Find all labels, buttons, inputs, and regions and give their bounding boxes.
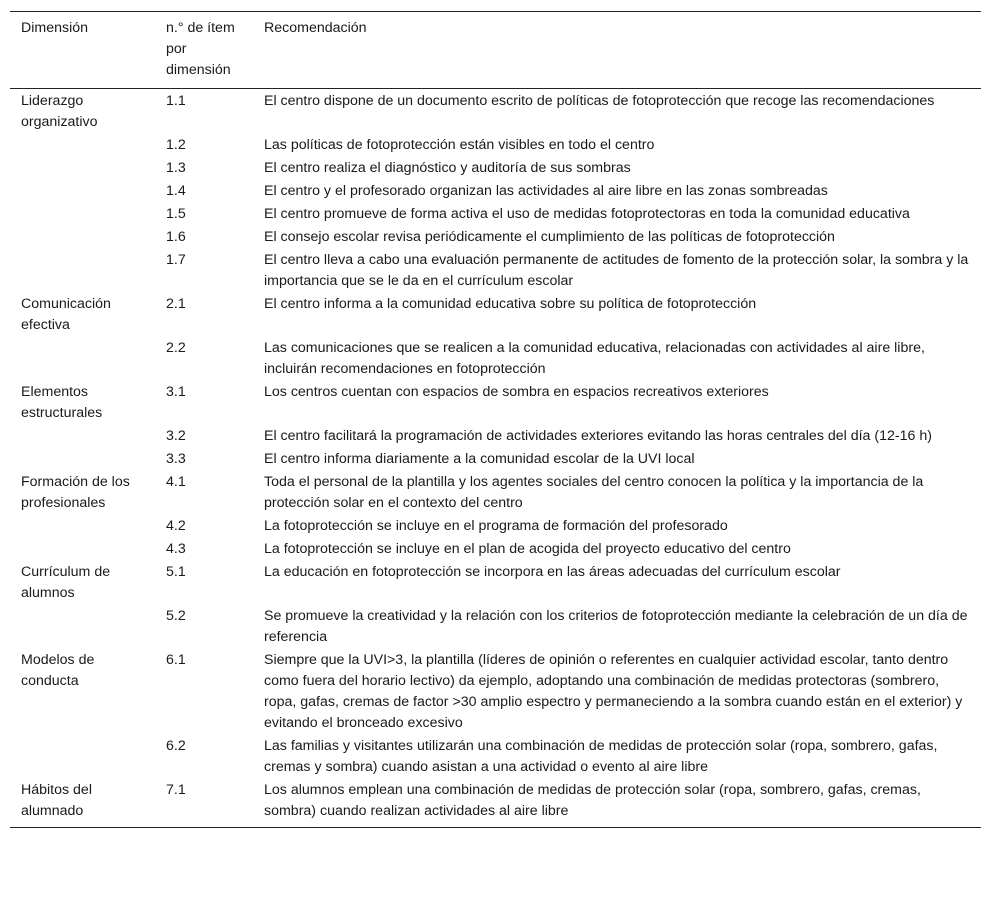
header-recommendation: Recomendación	[264, 20, 367, 36]
dimension-cell: Comunicación efectiva	[21, 296, 111, 333]
recommendation-cell: Se promueve la creatividad y la relación con los criterios de fotoprotección mediante la celebración de un día de referencia	[264, 608, 968, 645]
dimension-cell	[10, 203, 155, 226]
recommendation-cell: El centro lleva a cabo una evaluación permanente de actitudes de fomento de la protección solar, la sombra y la importancia que se le da en el currículum escolar	[264, 252, 969, 289]
item-number-cell: 3.2	[166, 428, 186, 444]
recommendation-cell: El consejo escolar revisa periódicamente el cumplimiento de las políticas de fotoprotección	[264, 229, 835, 245]
table-row	[10, 249, 981, 293]
dimension-cell: Modelos de conducta	[21, 652, 95, 689]
recommendation-cell: El centro y el profesorado organizan las actividades al aire libre en las zonas sombreadas	[264, 183, 828, 199]
table-row	[10, 538, 981, 561]
recommendation-cell: El centro informa diariamente a la comunidad escolar de la UVI local	[264, 451, 695, 467]
item-number-cell: 1.4	[166, 183, 186, 199]
dimension-cell	[10, 448, 155, 471]
recommendations-table	[10, 11, 981, 828]
dimension-cell	[10, 538, 155, 561]
dimension-cell: Currículum de alumnos	[21, 564, 111, 601]
recommendation-cell: El centro facilitará la programación de actividades exteriores evitando las horas centrales del día (12-16 h)	[264, 428, 932, 444]
table-row	[10, 337, 981, 381]
dimension-cell	[10, 134, 155, 157]
recommendation-cell: Las comunicaciones que se realicen a la comunidad educativa, relacionadas con actividades al aire libre, incluirán recomendaciones en fotoprotección	[264, 340, 925, 377]
table-header	[10, 12, 981, 89]
table-row	[10, 226, 981, 249]
item-number-cell: 2.2	[166, 340, 186, 356]
recommendations-table-container	[10, 11, 981, 828]
item-number-cell: 1.6	[166, 229, 186, 245]
table-row	[10, 649, 981, 735]
table-row	[10, 293, 981, 337]
recommendation-cell: Las familias y visitantes utilizarán una combinación de medidas de protección solar (ropa, sombrero, gafas, cremas y sombra) cuando asistan a una actividad o evento al aire libre	[264, 738, 938, 775]
item-number-cell: 3.3	[166, 451, 186, 467]
item-number-cell: 4.3	[166, 541, 186, 557]
item-number-cell: 7.1	[166, 782, 186, 798]
dimension-cell: Liderazgo organizativo	[21, 93, 98, 130]
recommendation-cell: Los centros cuentan con espacios de sombra en espacios recreativos exteriores	[264, 384, 769, 400]
item-number-cell: 5.1	[166, 564, 186, 580]
table-row	[10, 605, 981, 649]
recommendation-cell: La educación en fotoprotección se incorpora en las áreas adecuadas del currículum escolar	[264, 564, 841, 580]
item-number-cell: 4.1	[166, 474, 186, 490]
table-row	[10, 203, 981, 226]
item-number-cell: 1.1	[166, 93, 186, 109]
table-row	[10, 425, 981, 448]
table-row	[10, 561, 981, 605]
dimension-cell	[10, 337, 155, 381]
dimension-cell	[10, 157, 155, 180]
item-number-cell: 1.2	[166, 137, 186, 153]
item-number-cell: 5.2	[166, 608, 186, 624]
dimension-cell	[10, 180, 155, 203]
recommendation-cell: Toda el personal de la plantilla y los agentes sociales del centro conocen la política y la importancia de la protección solar en el contexto del centro	[264, 474, 924, 511]
item-number-cell: 1.7	[166, 252, 186, 268]
item-number-cell: 6.1	[166, 652, 186, 668]
table-row	[10, 157, 981, 180]
table-row	[10, 515, 981, 538]
item-number-cell: 1.3	[166, 160, 186, 176]
item-number-cell: 4.2	[166, 518, 186, 534]
recommendation-cell: Siempre que la UVI>3, la plantilla (líderes de opinión o referentes en cualquier actividad escolar, tanto dentro como fuera del horario lectivo) da ejemplo, adoptando una combinación de medidas protectoras (sombrero, ropa, gafas, cremas de factor >30 amplio espectro y permaneciendo a la sombra cuando están en el exterior) y evitando el bronceado excesivo	[264, 652, 963, 731]
dimension-cell	[10, 735, 155, 779]
table-row	[10, 89, 981, 135]
table-row	[10, 448, 981, 471]
table-row	[10, 134, 981, 157]
recommendation-cell: Los alumnos emplean una combinación de medidas de protección solar (ropa, sombrero, gafas, cremas, sombra) cuando realizan actividades al aire libre	[264, 782, 921, 819]
dimension-cell: Formación de los profesionales	[21, 474, 130, 511]
dimension-cell: Hábitos del alumnado	[21, 782, 92, 819]
table-row	[10, 180, 981, 203]
item-number-cell: 3.1	[166, 384, 186, 400]
recommendation-cell: La fotoprotección se incluye en el plan de acogida del proyecto educativo del centro	[264, 541, 791, 557]
dimension-cell	[10, 226, 155, 249]
table-row	[10, 471, 981, 515]
table-row	[10, 779, 981, 828]
recommendation-cell: El centro promueve de forma activa el uso de medidas fotoprotectoras en toda la comunidad educativa	[264, 206, 910, 222]
recommendation-cell: El centro realiza el diagnóstico y auditoría de sus sombras	[264, 160, 631, 176]
recommendation-cell: La fotoprotección se incluye en el programa de formación del profesorado	[264, 518, 728, 534]
dimension-cell	[10, 249, 155, 293]
recommendation-cell: Las políticas de fotoprotección están visibles en todo el centro	[264, 137, 655, 153]
item-number-cell: 1.5	[166, 206, 186, 222]
recommendation-cell: El centro informa a la comunidad educativa sobre su política de fotoprotección	[264, 296, 757, 312]
recommendation-cell: El centro dispone de un documento escrito de políticas de fotoprotección que recoge las recomendaciones	[264, 93, 935, 109]
dimension-cell	[10, 605, 155, 649]
dimension-cell	[10, 425, 155, 448]
header-row	[10, 12, 981, 89]
dimension-cell	[10, 515, 155, 538]
table-row	[10, 381, 981, 425]
table-row	[10, 735, 981, 779]
item-number-cell: 2.1	[166, 296, 186, 312]
header-item-number: n.° de ítem por dimensión	[166, 20, 235, 78]
item-number-cell: 6.2	[166, 738, 186, 754]
dimension-cell: Elementos estructurales	[21, 384, 103, 421]
header-dimension: Dimensión	[21, 20, 89, 36]
table-body	[10, 89, 981, 828]
